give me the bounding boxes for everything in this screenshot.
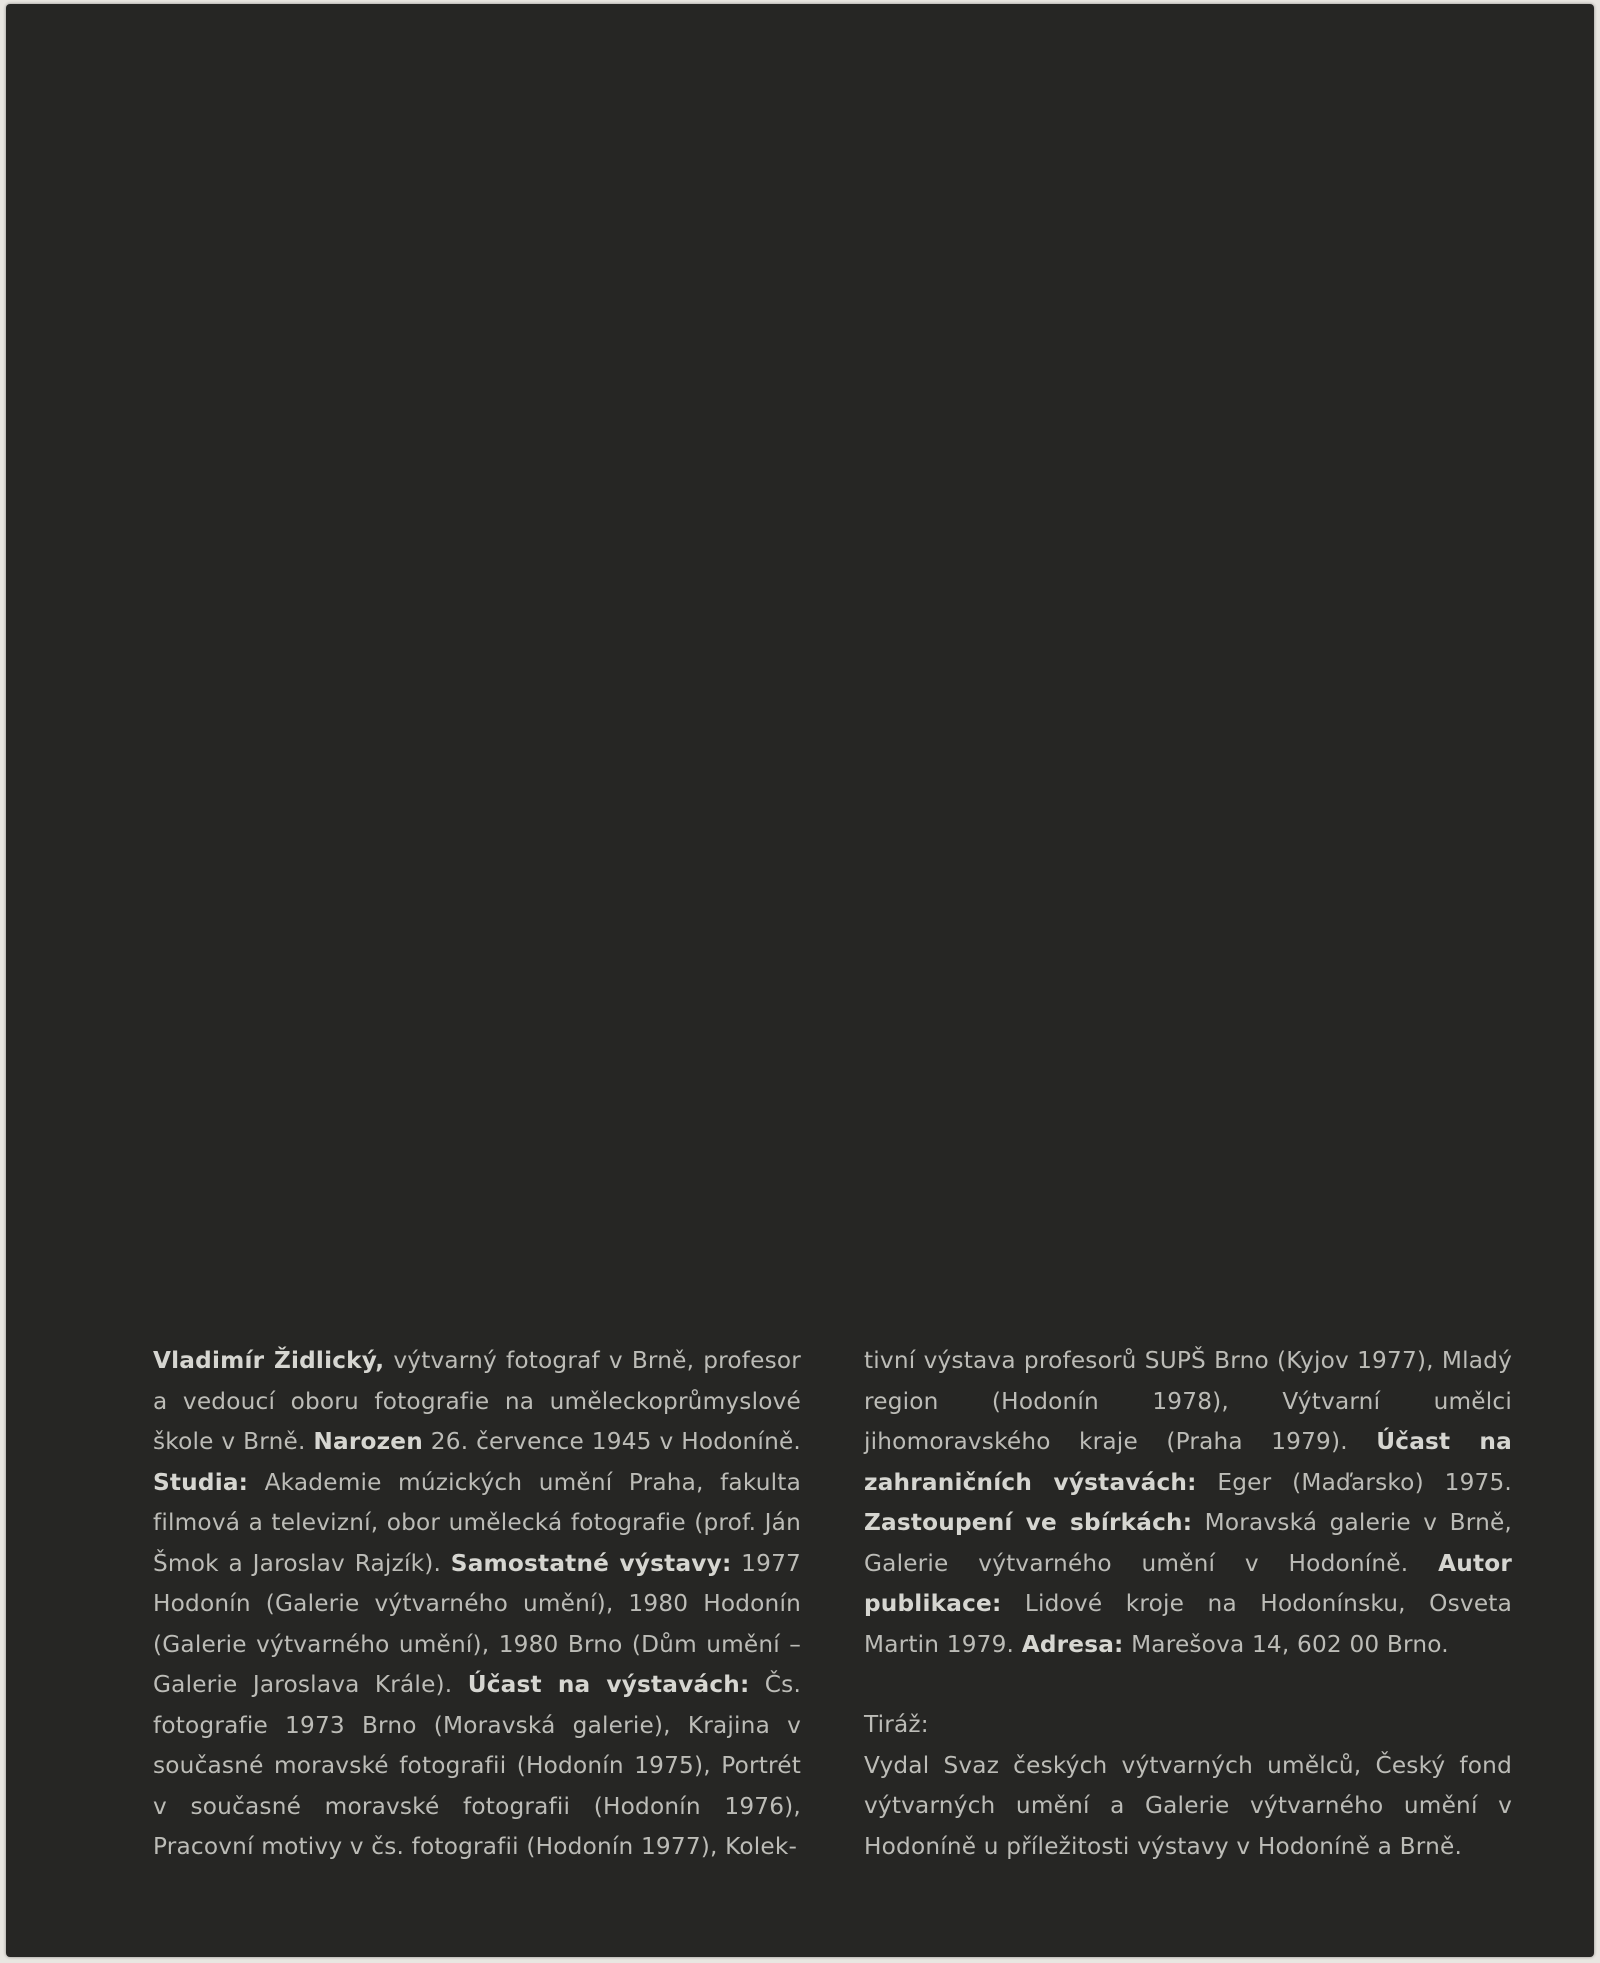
- studies-label: Studia:: [153, 1468, 249, 1496]
- biography-continued: [864, 1341, 1512, 1665]
- author-text: Lidové kroje na Hodonínsku, Osveta Martin 1979.: [864, 1590, 1512, 1658]
- group-exhibitions-label: Účast na výstavách:: [467, 1671, 750, 1698]
- colophon: [864, 1705, 1512, 1867]
- collections-label: Zastoupení ve sbírkách:: [864, 1509, 1193, 1536]
- colophon-title: Tiráž:: [864, 1711, 929, 1738]
- collections-text: Moravská galerie v Brně, Galerie výtvarného umění v Hodoníně.: [864, 1509, 1512, 1577]
- group-exhibitions-text-right: tivní výstava profesorů SUPŠ Brno (Kyjov 1977), Mladý region (Hodonín 1978), Výtvarní umělci jihomoravského kraje (Praha 1979).: [864, 1347, 1512, 1455]
- solo-exhibitions-label: Samostatné výstavy:: [450, 1549, 732, 1577]
- author-label: Autor publikace:: [864, 1549, 1512, 1617]
- artist-name: Vladimír Židlický,: [153, 1347, 385, 1374]
- foreign-exhibitions-label: Účast na zahraničních výstavách:: [864, 1428, 1512, 1496]
- bio-intro: výtvarný fotograf v Brně, profesor a vedoucí oboru fotografie na uměleckoprůmyslové škole v Brně.: [153, 1347, 801, 1455]
- studies-text: Akademie múzických umění Praha, fakulta filmová a televizní, obor umělecká fotografie (prof. Ján Šmok a Jaroslav Rajzík).: [153, 1468, 801, 1577]
- biography-column-left: [153, 1341, 801, 1868]
- back-cover: [6, 4, 1594, 1957]
- colophon-text: Vydal Svaz českých výtvarných umělců, Český fond výtvarných umění a Galerie výtvarného umění v Hodoníně u příležitosti výstavy v Hodoníně a Brně.: [864, 1751, 1512, 1860]
- address-text: Marešova 14, 602 00 Brno.: [1123, 1630, 1449, 1658]
- born-label: Narozen: [313, 1428, 423, 1455]
- address-label: Adresa:: [1021, 1630, 1124, 1658]
- foreign-exhibitions-text: Eger (Maďarsko) 1975.: [1196, 1468, 1512, 1496]
- group-exhibitions-text-left: Čs. fotografie 1973 Brno (Moravská galerie), Krajina v současné moravské fotografii (Hodonín 1975), Portrét v současné moravské fotografii (Hodonín 1976), Pracovní motivy v čs. fotografii (Hodonín 1977), Kolek-: [153, 1671, 802, 1860]
- biography-column-right: [864, 1341, 1512, 1867]
- born-text: 26. července 1945 v Hodoníně.: [422, 1428, 801, 1455]
- solo-exhibitions-text: 1977 Hodonín (Galerie výtvarného umění), 1980 Hodonín (Galerie výtvarného umění), 1980 Brno (Dům umění – Galerie Jaroslava Krále).: [153, 1549, 801, 1698]
